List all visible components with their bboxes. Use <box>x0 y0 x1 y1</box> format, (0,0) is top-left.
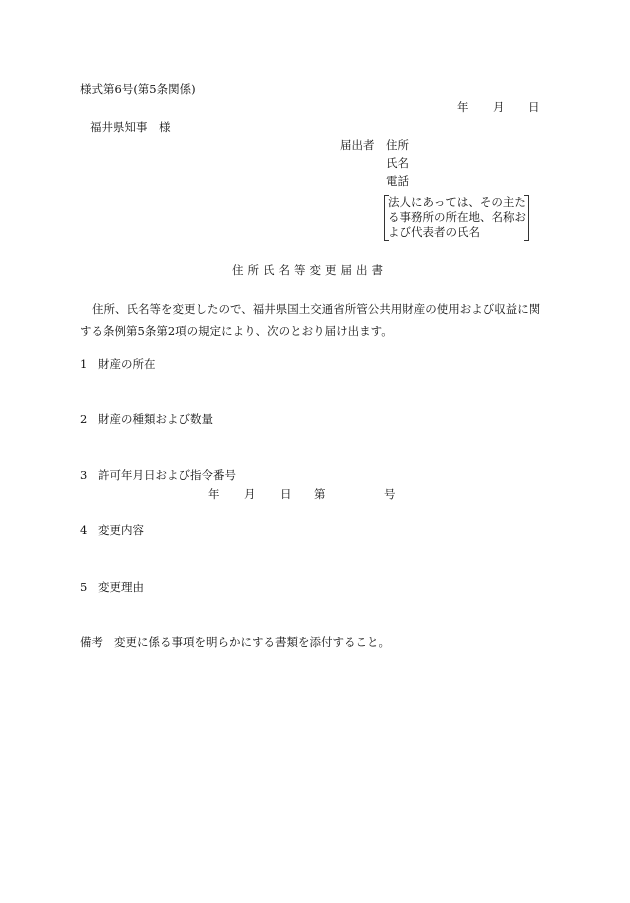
form-number: 様式第6号(第5条関係) <box>80 82 196 96</box>
item-label: 財産の種類および数量 <box>98 412 213 426</box>
applicant-label: 届出者 <box>340 138 375 152</box>
item-number: 1 <box>80 357 88 371</box>
body-text: 住所、氏名等を変更したので、福井県国土交通省所管公共用財産の使用および収益に関する条例第5条第2項の規定により、次のとおり届け出ます。 <box>80 302 541 338</box>
corporate-note-bracket <box>384 195 529 241</box>
phone-label: 電話 <box>386 174 409 188</box>
item-3 <box>80 468 236 483</box>
date-day: 日 <box>528 100 540 114</box>
remarks <box>80 635 390 650</box>
item-label: 財産の所在 <box>98 357 156 371</box>
permit-year: 年 <box>208 487 220 501</box>
addressee: 福井県知事 様 <box>90 120 171 134</box>
corporate-note: 法人にあっては、その主たる事務所の所在地、名称および代表者の氏名 <box>388 195 526 239</box>
item-5 <box>80 580 144 595</box>
item-label: 許可年月日および指令番号 <box>98 468 236 482</box>
remarks-text: 変更に係る事項を明らかにする書類を添付すること。 <box>114 635 390 649</box>
permit-day: 日 <box>280 487 292 501</box>
item-1 <box>80 357 156 372</box>
date-year: 年 <box>457 100 469 114</box>
item-number: 5 <box>80 580 88 594</box>
item-label: 変更理由 <box>98 580 144 594</box>
item-2 <box>80 412 213 427</box>
remarks-label: 備考 <box>80 635 103 649</box>
item-number: 2 <box>80 412 88 426</box>
permit-month: 月 <box>244 487 256 501</box>
item-label: 変更内容 <box>98 523 144 537</box>
item-4 <box>80 523 144 538</box>
permit-go: 号 <box>384 487 396 501</box>
item-number: 3 <box>80 468 88 482</box>
permit-dai: 第 <box>314 487 326 501</box>
date-month: 月 <box>493 100 505 114</box>
name-label: 氏名 <box>386 156 409 170</box>
document-title: 住所氏名等変更届出書 <box>232 263 387 277</box>
right-bracket <box>524 195 529 241</box>
item-number: 4 <box>80 523 88 537</box>
address-label: 住所 <box>386 138 409 152</box>
